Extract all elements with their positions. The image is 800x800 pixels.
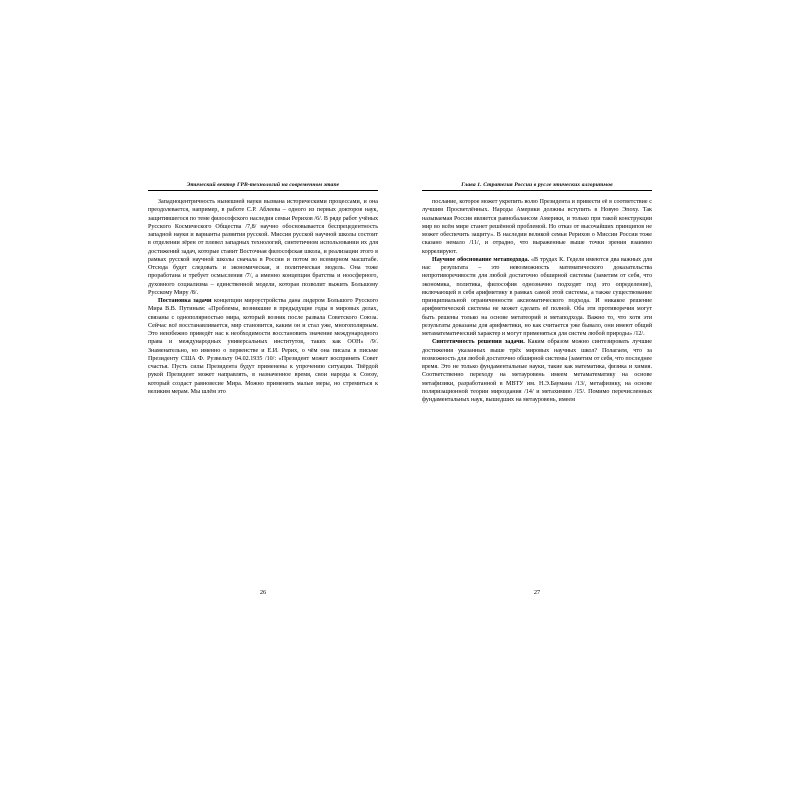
paragraph-lead: Синтетичность решения задачи. xyxy=(432,339,525,346)
paragraph-lead: Постановка задачи xyxy=(158,298,212,304)
paragraph-text: Каким образом можно синтезировать лучшие достижения указанных выше трёх мировых научных школ? Полагаем, что за возможность для любой достаточно обширной системы (заметим от себя, что последнее время. Это не только фундаментальные науки, такие как математика, физика и химия. Соответственно переходу на метауровень имеем метаматематику на основе метафизики, разработанной в МВТУ им. Н.Э.Баумана /13/, метафизику, на основе поляризационной теории мироздания /14/ и метахимию /15/. Помимо перечисленных фундаментальных наук, вышедших на метауровень, имеем xyxy=(422,339,652,403)
paragraph xyxy=(422,338,652,404)
running-head-left: Этический вектор ГРВ-технологий на современном этапе xyxy=(148,182,378,191)
left-page xyxy=(131,0,395,612)
right-page xyxy=(405,0,669,612)
page-number: 26 xyxy=(259,589,267,596)
paragraph: послание, которое может укрепить волю Президента и привести её в соответствие с лучшим Просветлённых. Народы Америки должны вступить в Новую Эпоху. Так называемая Россия является равнобалансом Америки, и только при такой конструкции мир во всём мире станет решённой проблемой. Но отказ от высочайших принципов не может обеспечить защиту». В наследии великой семьи Рерихов о Миссии России тоже сказано немало /11/, и отрадно, что выраженные выше точки зрения взаимно коррелируют. xyxy=(422,199,652,255)
page-number: 27 xyxy=(533,589,541,596)
paragraph-lead: Научное обоснование метаподхода. xyxy=(432,256,530,263)
paragraph: Западноцентричность нынешней науки вызвана историческими процессами, и она преодолевается, например, в работе С.Р. Аблеева – одного из первых докторов наук, защитившегося по теме философского наследия семьи Рерихов /6/. В ряде работ учёных Русского Космического Общества /7,8/ научно обосновывается беспрецедентность западной науки и варианты развития русской. Миссия русской научной школы состоит в отделении зёрен от плевел западных технологий, синтетичном использовании их для достижений задач, которые ставит Восточная философская школа, и реализации этого в рамках русской научной школы сначала в России и потом во всемирном масштабе. Отсюда будет следовать и экономическая, и политическая модель. Она тоже проработана и требует осмысления /7/, а именно концепция братства и ноосферного, духовного социализма – единственной модели, которая позволит выжить Большому Русскому Миру /8/. xyxy=(148,199,378,296)
left-page-content xyxy=(148,182,378,396)
folio-left xyxy=(131,589,395,596)
paragraph-text: концепции мироустройства дана лидером Большого Русского Мира В.В. Путиным: «Проблемы, возникшие в предыдущие годы в мировых делах, связаны с однополярностью мира, который возник после развала Советского Союза. Сейчас всё восстанавливается, мир становится, каким он и стал уже, многополярным. Это неизбежно приведёт нас к необходимости восстановить значение международного права и международных универсальных институтов, таких как ООН» /9/. Знаменательно, но именно о первенстве и Е.И. Рерих, о чём она писала в письме Президенту США Ф. Рузвельту 04.02.1935 /10/: «Президент может воспринять Совет счастья. Пусть силы Президента будут применены к упрочению ситуации. Твёрдой рукой Президент может направлять, в назначенное время, свои народы к Союзу, который создаст равновесие Мира. Можно применять малые меры, но стремиться к великим мерам. Мы шлём это xyxy=(148,298,379,395)
paragraph-text: «В трудах К. Геделя имеются два важных для нас результата – это невозможность математического доказательства непротиворечивости для любой достаточно обширной системы (заметим от себя, что экономика, политика, философия однозначно подходят под это определение), включающей в себя арифметику в рамках самой этой системы, а также существование принципиальной ограниченности аксиоматического подхода. И никакое решение арифметической системы не может сделать её полной. Оба эти противоречия могут быть решены только на основе метатеорий и метаподхода. Важно то, что хотя эти результаты доказаны для арифметики, но как считается уже бывало, они имеют общий метаматематический характер и могут применяться для систем любой природы» /12/. xyxy=(422,256,652,337)
right-page-content xyxy=(422,182,652,404)
paragraph xyxy=(422,256,652,339)
paragraph xyxy=(148,297,378,396)
folio-right xyxy=(405,589,669,596)
running-head-right: Глава 1. Стратегия России в русле этических алгоритмов xyxy=(422,182,652,191)
